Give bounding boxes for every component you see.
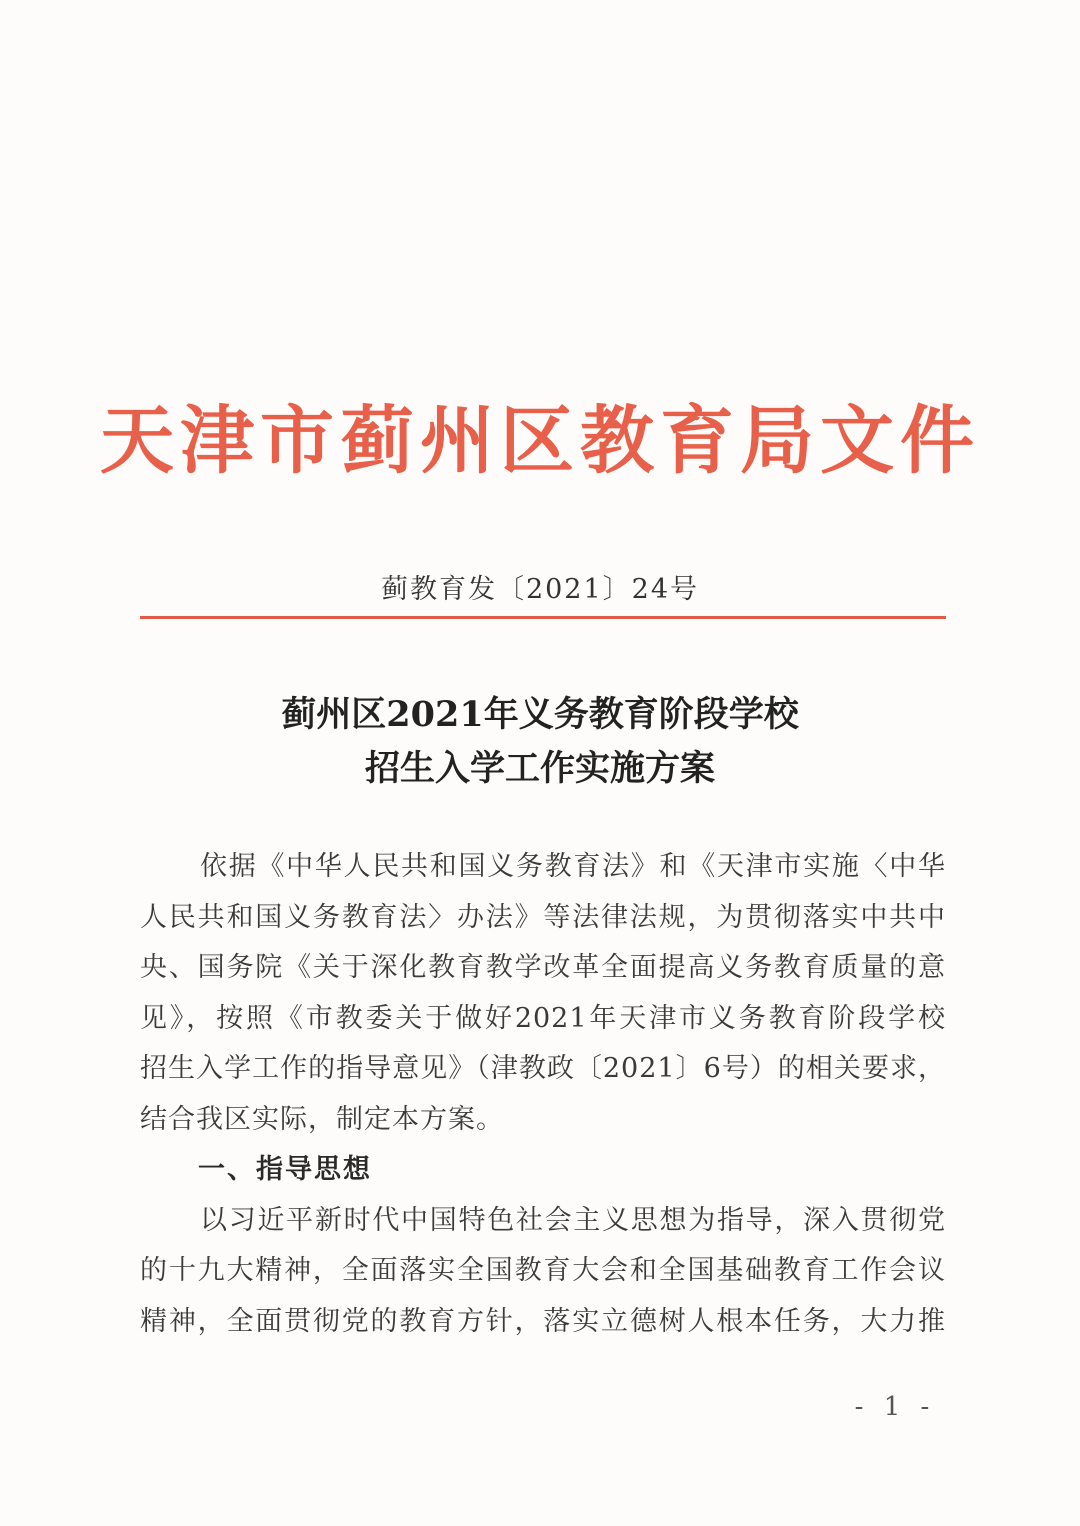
document-number: 蓟教育发〔2021〕24号 <box>380 574 700 605</box>
document-title-line-1: 蓟州区2021年义务教育阶段学校 <box>281 694 799 735</box>
red-separator-line <box>140 616 946 619</box>
page-number: - 1 - <box>854 1392 936 1422</box>
body-line: 招生入学工作的指导意见》（津教政〔2021〕6号）的相关要求， <box>140 1053 946 1084</box>
body-line: 结合我区实际，制定本方案。 <box>140 1103 504 1135</box>
body-line: 人民共和国义务教育法〉办法》等法律法规，为贯彻落实中共中 <box>140 901 946 933</box>
body-line: 精神，全面贯彻党的教育方针，落实立德树人根本任务，大力推 <box>140 1305 946 1337</box>
body-line: 的十九大精神，全面落实全国教育大会和全国基础教育工作会议 <box>140 1255 946 1286</box>
document-title-line-2: 招生入学工作实施方案 <box>364 748 715 789</box>
body-line: 依据《中华人民共和国义务教育法》和《天津市实施〈中华 <box>200 851 946 882</box>
body-line: 以习近平新时代中国特色社会主义思想为指导，深入贯彻党 <box>200 1204 946 1236</box>
document-title <box>0 688 1080 796</box>
body-line: 见》，按照《市教委关于做好2021年天津市义务教育阶段学校 <box>140 1002 946 1034</box>
body-line: 央、国务院《关于深化教育教学改革全面提高义务教育质量的意 <box>140 952 946 983</box>
section-heading: 一、指导思想 <box>198 1154 372 1185</box>
document-header-title: 天津市蓟州区教育局文件 <box>100 398 980 484</box>
document-body <box>140 842 946 1347</box>
